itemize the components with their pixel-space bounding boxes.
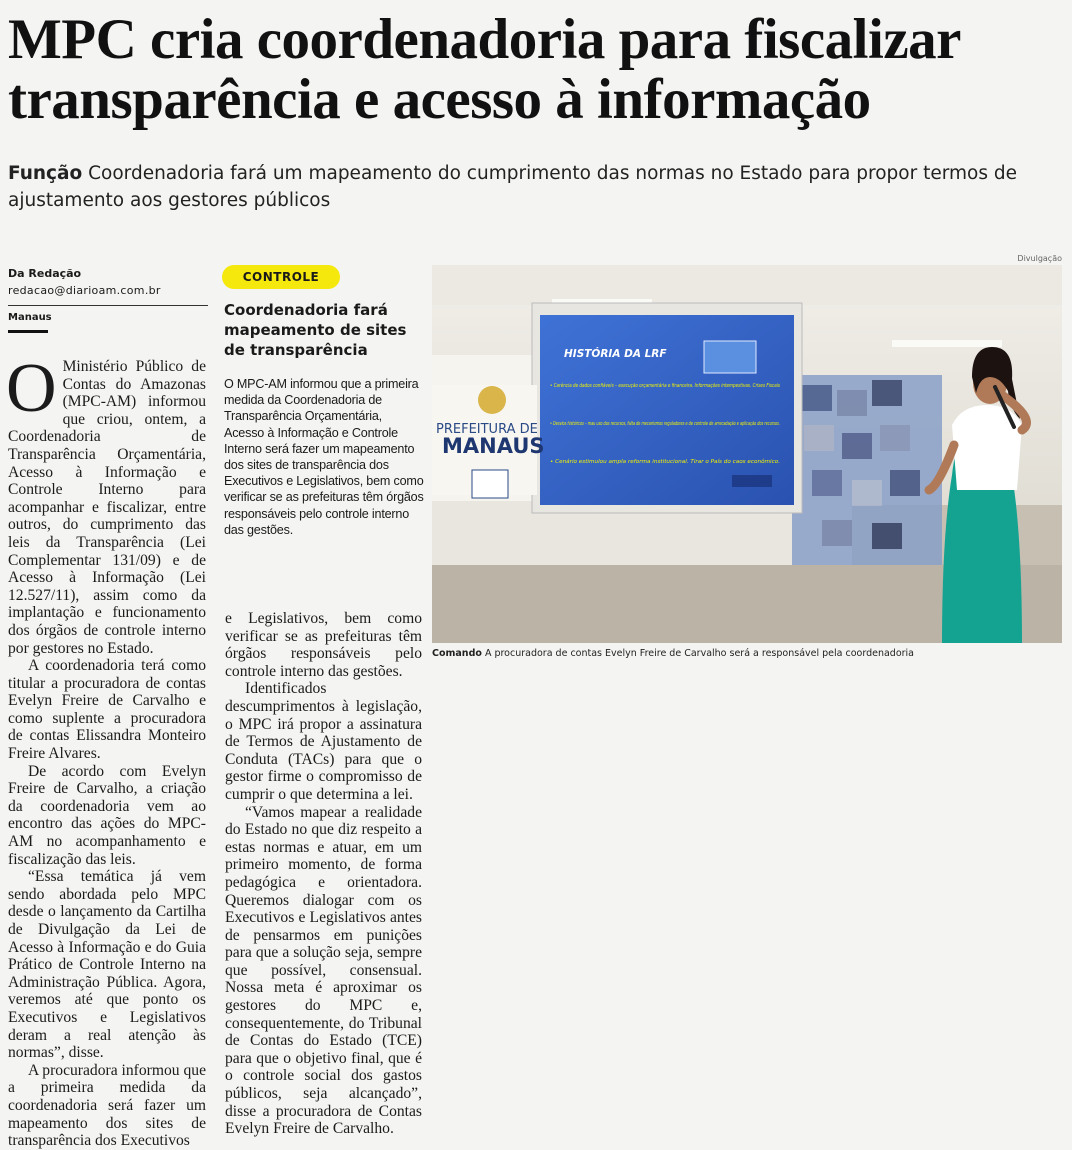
deck-label: Função (8, 163, 83, 184)
banner-line-2: MANAUS (442, 434, 545, 458)
drop-cap: O (6, 350, 57, 427)
deck-text: Coordenadoria fará um mapeamento do cumprimento das normas no Estado para propor termos de ajustamento aos gestores públicos (8, 163, 1017, 211)
headline (8, 10, 1068, 130)
sidebar-body: O MPC-AM informou que a primeira medida da Coordenadoria de Transparência Orçamentária, Acesso à Informação e Controle Interno será fazer um mapeamento dos sites de transparência dos Executivos e Legislativos, bem como verificar se as prefeituras têm órgãos responsáveis pelo controle interno das gestões. (224, 377, 424, 537)
photo-credit: Divulgação (1017, 254, 1062, 263)
paragraph-text: Ministério Público de Contas do Amazonas (MPC-AM) informou que criou, ontem, a Coordenadoria de Transparência Orçamentária, Acesso à Informação e Controle Interno para acompanhar e fiscalizar, entre outros, do cumprimento das leis da Transparência (Lei Complementar 131/09) e de Acesso à Informação (Lei 12.527/11), assim como da implantação e funcionamento dos órgãos de controle interno por gestores no Estado. (8, 358, 206, 657)
slide-title: HISTÓRIA DA LRF (564, 348, 667, 360)
photo-caption (432, 648, 1062, 659)
byline-divider (8, 305, 208, 306)
author-email: redacao@diarioam.com.br (8, 284, 161, 297)
section-tag: CONTROLE (222, 265, 340, 289)
author: Da Redação (8, 267, 82, 280)
banner-line-1: PREFEITURA DE (436, 422, 538, 437)
slide-bullet-1: • Carência de dados confiáveis – execução orçamentária e financeira. Informações intempestivas. Crises Fiscais (550, 383, 832, 389)
slide-bullet-2: • Desvios históricos – mau uso dos recursos, falta de mecanismos reguladores e de controle de arrecadação e aplicação dos recursos. (550, 421, 888, 427)
paragraph: De acordo com Evelyn Freire de Carvalho, a criação da coordenadoria vem ao encontro das ações do MPC-AM no acompanhamento e fiscalização das leis. (8, 762, 206, 868)
paragraph: “Vamos mapear a realidade do Estado no que diz respeito a estas normas e atuar, em um primeiro momento, de forma pedagógica e orientadora. Queremos dialogar com os Executivos e Legislativos antes de pensarmos em punições para que a solução seja, sempre que possível, consensual. Nossa meta é aproximar os gestores do MPC e, consequentemente, do Tribunal de Contas do Estado (TCE) para que o objetivo final, que é o controle social dos gastos públicos, seja alcançado”, disse a procuradora de Contas Evelyn Freire de Carvalho. (225, 803, 422, 1138)
sidebar-title: Coordenadoria fará mapeamento de sites de transparência (224, 301, 407, 359)
caption-text: A procuradora de contas Evelyn Freire de Carvalho será a responsável pela coordenadoria (484, 648, 915, 659)
paragraph: A coordenadoria terá como titular a procuradora de contas Evelyn Freire de Carvalho e como suplente a procuradora de contas Elissandra Monteiro Freire Alvares. (8, 657, 206, 763)
paragraph: “Essa temática já vem sendo abordada pelo MPC desde o lançamento da Cartilha de Divulgação da Lei de Acesso à Informação e do Guia Prático de Controle Interno na Administração Pública. Agora, veremos até que ponto os Executivos e Legislativos deram a real atenção às normas”, disse. (8, 868, 206, 1062)
dateline-place: Manaus (8, 312, 52, 323)
paragraph: e Legislativos, bem como verificar se as prefeituras têm órgãos responsáveis pelo controle interno das gestões. (225, 610, 422, 680)
deck (8, 160, 1068, 214)
paragraph: A procuradora informou que a primeira medida da coordenadoria será fazer um mapeamento dos sites de transparência dos Executivos (8, 1061, 206, 1150)
slide-bullet-3: • Cenário estimulou ampla reforma institucional. Tirar o País do caos econômico. (550, 459, 754, 465)
body-column-2 (225, 610, 422, 1138)
article-photo (432, 265, 1062, 643)
photo-illustration (432, 265, 1062, 643)
caption-label: Comando (432, 648, 482, 659)
body-column-1 (6, 350, 206, 1150)
headline-line-1: MPC cria coordenadoria para fiscalizar (8, 8, 961, 71)
dateline-rule (8, 330, 48, 333)
paragraph: Identificados descumprimentos à legislação, o MPC irá propor a assinatura de Termos de Ajustamento de Conduta (TACs) para que o gestor firme o compromisso de cumprir o que determina a lei. (225, 680, 422, 803)
headline-line-2: transparência e acesso à informação (8, 68, 871, 131)
paragraph (6, 350, 206, 657)
byline (8, 267, 208, 333)
